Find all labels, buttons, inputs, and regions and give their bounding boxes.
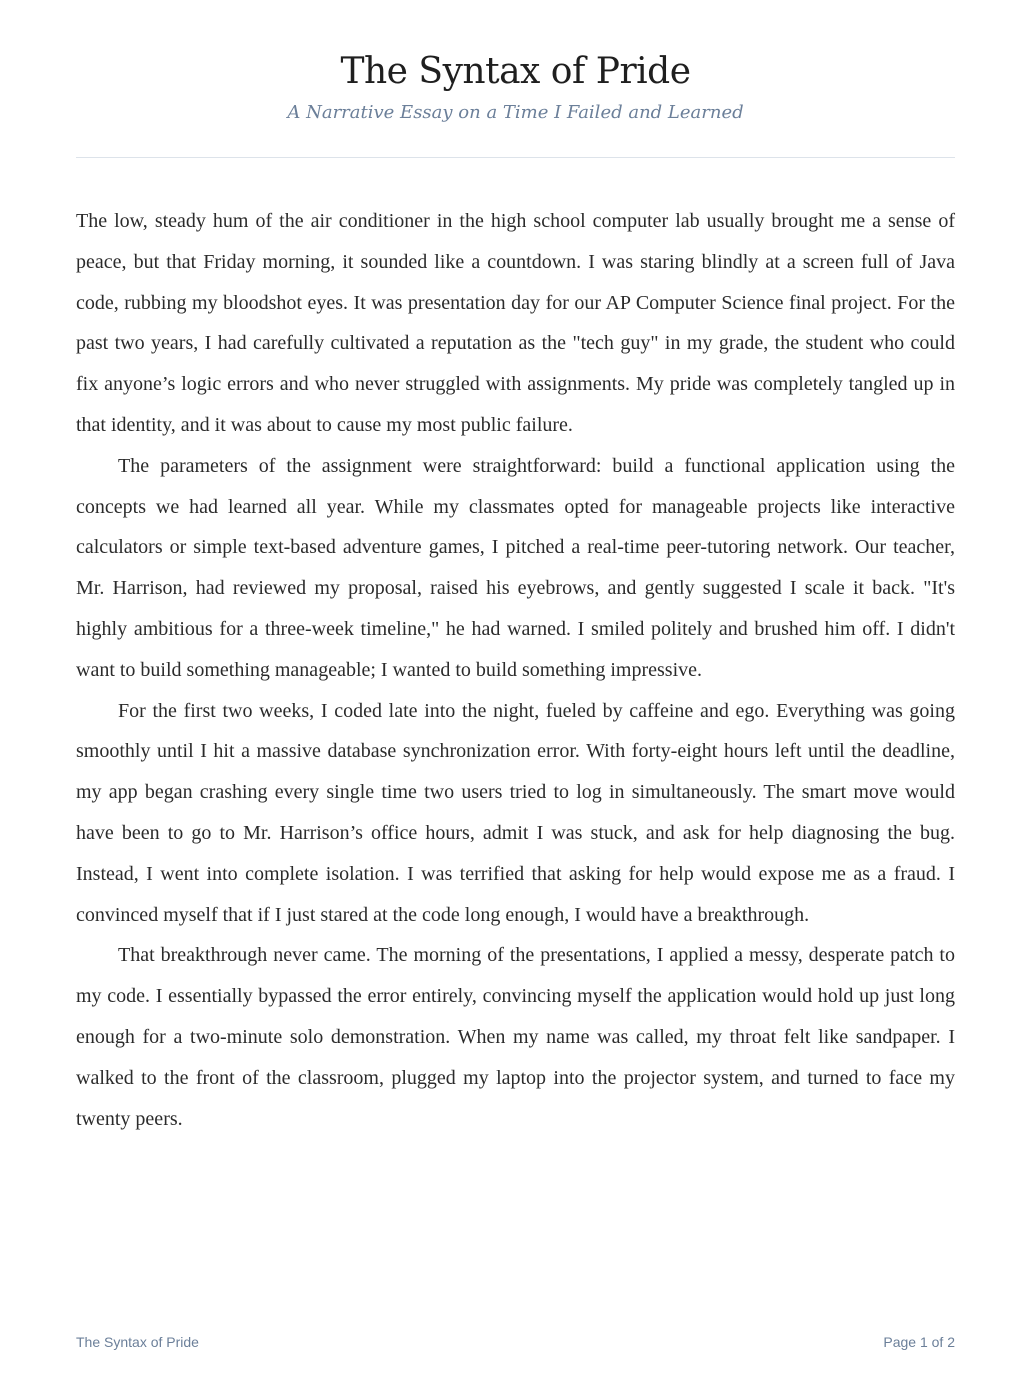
document-title: The Syntax of Pride — [340, 51, 691, 92]
footer-title: The Syntax of Pride — [76, 1334, 199, 1350]
page-number: Page 1 of 2 — [883, 1334, 955, 1350]
paragraph-1: The low, steady hum of the air conditioner in the high school computer lab usually brought me a sense of peace, but that Friday morning, it sounded like a countdown. I was staring blindly at a screen full of Java code, rubbing my bloodshot eyes. It was presentation day for our AP Computer Science final project. For the past two years, I had carefully cultivated a reputation as the "tech guy" in my grade, the student who could fix anyone’s logic errors and who never struggled with assignments. My pride was completely tangled up in that identity, and it was about to cause my most public failure. — [76, 210, 955, 436]
paragraph-2: The parameters of the assignment were straightforward: build a functional application using the concepts we had learned all year. While my classmates opted for manageable projects like interactive calculators or simple text-based adventure games, I pitched a real-time peer-tutoring network. Our teacher, Mr. Harrison, had reviewed my proposal, raised his eyebrows, and gently suggested I scale it back. "It's highly ambitious for a three-week timeline," he had warned. I smiled politely and brushed him off. I didn't want to build something manageable; I wanted to build something impressive. — [76, 454, 955, 681]
document-subtitle: A Narrative Essay on a Time I Failed and Learned — [287, 102, 744, 123]
paragraph-4: That breakthrough never came. The morning of the presentations, I applied a messy, desperate patch to my code. I essentially bypassed the error entirely, convincing myself the application would hold up just long enough for a two-minute solo demonstration. When my name was called, my throat felt like sandpaper. I walked to the front of the classroom, plugged my laptop into the projector system, and turned to face my twenty peers. — [76, 944, 955, 1130]
paragraph-3: For the first two weeks, I coded late into the night, fueled by caffeine and ego. Everything was going smoothly until I hit a massive database synchronization error. With forty-eight hours left until the deadline, my app began crashing every single time two users tried to log in simultaneously. The smart move would have been to go to Mr. Harrison’s office hours, admit I was stuck, and ask for help diagnosing the bug. Instead, I went into complete isolation. I was terrified that asking for help would expose me as a fraud. I convinced myself that if I just stared at the code long enough, I would have a breakthrough. — [76, 699, 955, 926]
document-header — [76, 48, 955, 126]
header-divider — [76, 157, 955, 158]
essay-body — [76, 201, 955, 1139]
